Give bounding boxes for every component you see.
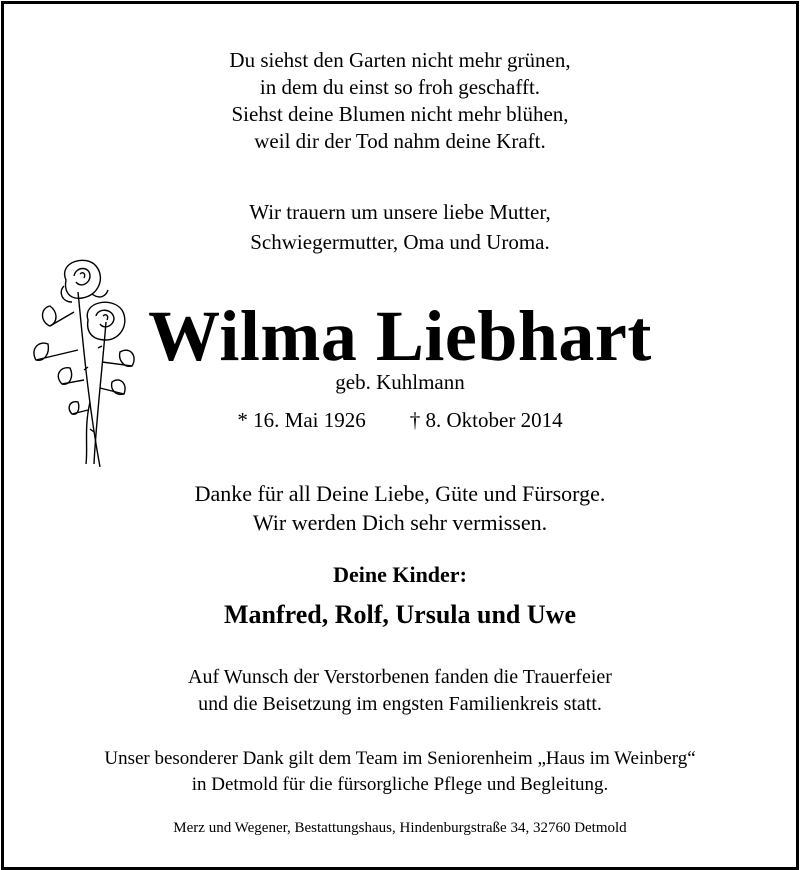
thanks-line: Danke für all Deine Liebe, Güte und Fürsorge. <box>194 481 606 506</box>
mourning-line: Wir trauern um unsere liebe Mutter, <box>249 200 551 224</box>
poem <box>0 47 800 155</box>
funeral-line: Auf Wunsch der Verstorbenen fanden die Trauerfeier <box>188 666 612 688</box>
acknowledgement-line: in Detmold für die fürsorgliche Pflege und Begleitung. <box>191 774 609 795</box>
thanks-message <box>0 479 800 537</box>
poem-line: weil dir der Tod nahm deine Kraft. <box>254 129 546 153</box>
poem-line: Du siehst den Garten nicht mehr grünen, <box>229 48 571 72</box>
mourning-line: Schwiegermutter, Oma und Uroma. <box>250 230 550 254</box>
family-names: Manfred, Rolf, Ursula und Uwe <box>224 600 576 629</box>
life-dates <box>0 407 800 433</box>
birth-date: * 16. Mai 1926 <box>237 408 366 432</box>
family-heading: Deine Kinder: <box>333 562 467 587</box>
acknowledgement <box>0 746 800 798</box>
undertaker-address: Merz und Wegener, Bestattungshaus, Hindenburgstraße 34, 32760 Detmold <box>173 820 627 836</box>
mourning-statement <box>0 197 800 257</box>
funeral-notice <box>0 664 800 718</box>
thanks-line: Wir werden Dich sehr vermissen. <box>252 510 548 535</box>
death-date: † 8. Oktober 2014 <box>409 408 563 432</box>
poem-line: in dem du einst so froh geschafft. <box>259 75 541 99</box>
funeral-line: und die Beisetzung im engsten Familienkreis statt. <box>198 693 602 715</box>
acknowledgement-line: Unser besonderer Dank gilt dem Team im Seniorenheim „Haus im Weinberg“ <box>104 748 696 769</box>
deceased-name: Wilma Liebhart <box>148 296 652 376</box>
birth-name: geb. Kuhlmann <box>335 370 465 394</box>
poem-line: Siehst deine Blumen nicht mehr blühen, <box>231 102 569 126</box>
